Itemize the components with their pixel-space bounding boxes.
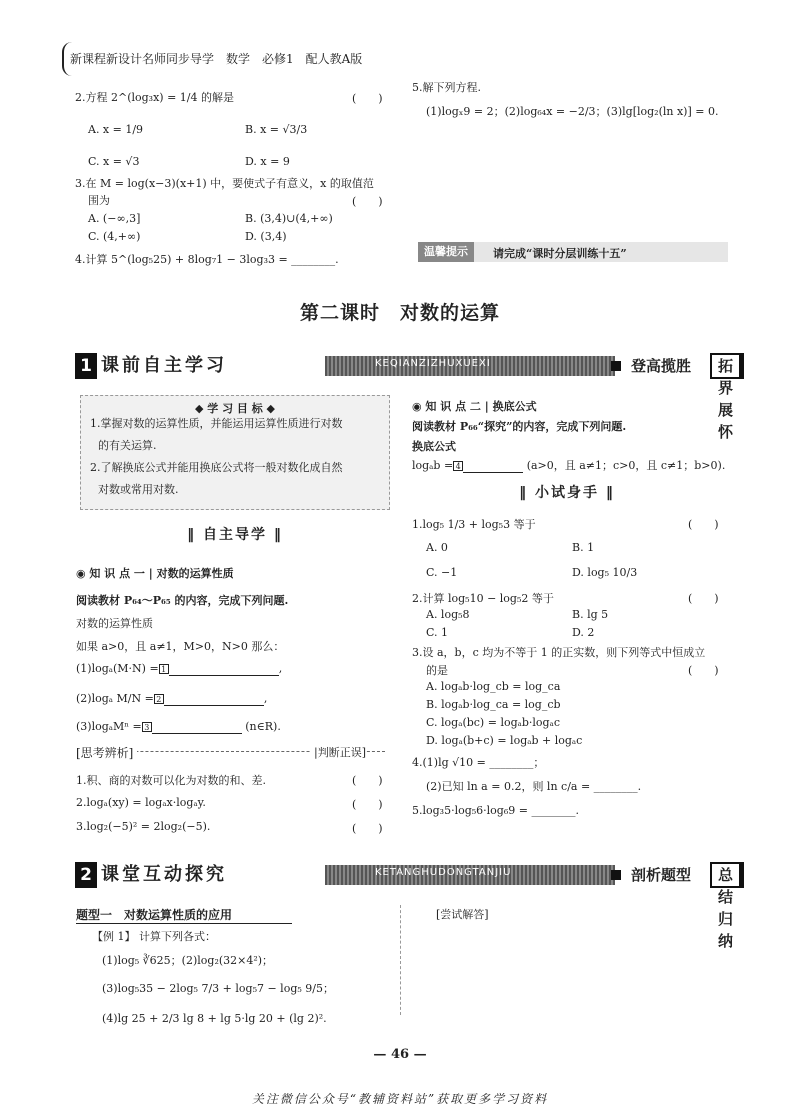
think-3: 3.log₂(−5)² = 2log₂(−5). — [76, 820, 211, 833]
goal-1: 1.掌握对数的运算性质，并能运用运算性质进行对数 — [90, 417, 343, 430]
banner-tag-boxed: 总结归纳 — [710, 862, 744, 888]
kp2-read: 阅读教材 P₆₆“探究”的内容，完成下列问题. — [412, 420, 627, 433]
example-1-part3: (4)lg 25 + 2/3 lg 8 + lg 5·lg 20 + (lg 2)². — [102, 1012, 327, 1025]
rule-3-condition: (n∈R). — [245, 720, 281, 733]
think-1: 1.积、商的对数可以化为对数的和、差. — [76, 774, 266, 787]
goal-1-cont: 的有关运算. — [98, 439, 157, 452]
rule-3-text: (3)logₐMⁿ = — [76, 720, 142, 733]
answer-paren: ( ) — [352, 92, 383, 105]
tip-label: 温馨提示 — [418, 242, 474, 262]
think-2: 2.logₐ(xy) = logₐx·logₐy. — [76, 796, 206, 809]
try-5: 5.log₃5·log₅6·log₆9 = ________. — [412, 804, 579, 817]
option-b: B. logₐb·log_ca = log_cb — [426, 698, 561, 711]
banner-square — [611, 361, 621, 371]
option-b: B. (3,4)∪(4,+∞) — [245, 212, 333, 225]
question-2: 2.方程 2^(log₃x) = 1/4 的解是 — [75, 91, 234, 104]
option-d: D. logₐ(b+c) = logₐb + logₐc — [426, 734, 583, 747]
option-a: A. log₅8 — [426, 608, 470, 621]
try-3-cont: 的是 — [426, 664, 448, 677]
option-b: B. lg 5 — [572, 608, 609, 621]
knowledge-point-2: ◉ 知 识 点 二 | 换底公式 — [412, 400, 537, 413]
question-5: 5.解下列方程. — [412, 81, 481, 94]
self-study-heading: ‖ 自主导学 ‖ — [187, 527, 283, 543]
banner-title: 课前自主学习 — [101, 355, 227, 376]
option-c: C. 1 — [426, 626, 449, 639]
option-d: D. (3,4) — [245, 230, 287, 243]
rule-1-text: (1)logₐ(M·N) = — [76, 662, 159, 675]
try-2: 2.计算 log₅10 − log₅2 等于 — [412, 592, 554, 605]
question-4: 4.计算 5^(log₅25) + 8log₇1 − 3log₃3 = ________. — [75, 253, 339, 266]
blank-number: 3 — [142, 722, 152, 732]
knowledge-point-1: ◉ 知 识 点 一 | 对数的运算性质 — [76, 567, 234, 580]
banner-pinyin: KEQIANZIZHUXUEXI — [375, 358, 491, 369]
tip-text: 请完成“课时分层训练十五” — [493, 247, 627, 260]
blank-number: 4 — [453, 461, 463, 471]
option-d: D. x = 9 — [245, 155, 290, 168]
answer-blank[interactable] — [169, 662, 279, 676]
answer-blank[interactable] — [152, 720, 242, 734]
blank-number: 2 — [154, 694, 164, 704]
kp1-read: 阅读教材 P₆₄～P₆₅ 的内容，完成下列问题. — [76, 594, 289, 607]
try-1: 1.log₅ 1/3 + log₅3 等于 — [412, 518, 536, 531]
option-a: A. 0 — [426, 541, 448, 554]
answer-paren: ( ) — [352, 195, 383, 208]
option-a: A. (−∞,3] — [88, 212, 141, 225]
answer-paren: ( ) — [352, 822, 383, 835]
answer-paren: ( ) — [688, 664, 719, 677]
formula-text: logₐb = — [412, 459, 454, 472]
option-d: D. log₅ 10/3 — [572, 566, 638, 579]
page-header: 新课程新设计名师同步导学 数学 必修1 配人教A版 — [70, 52, 363, 66]
kp2-subtitle: 换底公式 — [412, 440, 456, 453]
rule-1: (1)logₐ(M·N) = 1 , — [76, 662, 283, 675]
try-heading: ‖ 小试身手 ‖ — [519, 485, 615, 501]
lesson-title: 第二课时 对数的运算 — [299, 302, 500, 324]
banner-tag: 剖析题型 — [631, 866, 692, 884]
option-b: B. 1 — [572, 541, 595, 554]
example-1-part2: (3)log₅35 − 2log₅ 7/3 + log₅7 − log₅ 9/5； — [102, 982, 334, 995]
answer-blank[interactable] — [463, 459, 523, 473]
banner-title: 课堂互动探究 — [101, 864, 227, 885]
think-judge: |判断正误] — [310, 744, 366, 760]
option-b: B. x = √3/3 — [245, 123, 308, 136]
example-1: 【例 1】 计算下列各式： — [92, 930, 216, 943]
banner-tag-boxed: 拓界展怀 — [710, 353, 744, 379]
answer-paren: ( ) — [352, 798, 383, 811]
option-c: C. −1 — [426, 566, 458, 579]
question-5-body: (1)logₓ9 = 2；(2)log₆₄x = −2/3；(3)lg[log₂(ln x)] = 0. — [426, 105, 719, 118]
question-3-cont: 围为 — [88, 194, 110, 207]
try-4-part1: 4.(1)lg √10 = ________； — [412, 756, 545, 769]
answer-paren: ( ) — [688, 518, 719, 531]
example-1-part1: (1)log₅ ∛625；(2)log₂(32×4²)； — [102, 954, 274, 967]
page-number: — 46 — — [373, 1047, 427, 1062]
answer-paren: ( ) — [352, 774, 383, 787]
goal-2: 2.了解换底公式并能用换底公式将一般对数化成自然 — [90, 461, 343, 474]
attempt-heading: [尝试解答] — [436, 908, 489, 921]
option-c: C. (4,+∞) — [88, 230, 141, 243]
rule-2-text: (2)logₐ M/N = — [76, 692, 154, 705]
banner-square — [611, 870, 621, 880]
tip-bar — [418, 242, 728, 262]
answer-paren: ( ) — [688, 592, 719, 605]
banner-number: 2 — [75, 862, 97, 888]
option-c: C. logₐ(bc) = logₐb·logₐc — [426, 716, 560, 729]
kp1-condition: 如果 a>0，且 a≠1，M>0，N>0 那么： — [76, 640, 285, 653]
formula-condition: (a>0，且 a≠1；c>0，且 c≠1；b>0). — [526, 459, 726, 472]
blank-number: 1 — [159, 664, 169, 674]
change-of-base — [412, 457, 725, 473]
type-1-title: 题型一 对数运算性质的应用 — [76, 906, 292, 924]
banner-number: 1 — [75, 353, 97, 379]
rule-3 — [76, 720, 281, 734]
kp1-subtitle: 对数的运算性质 — [76, 617, 153, 630]
goal-2-cont: 对数或常用对数. — [98, 483, 179, 496]
banner-tag: 登高揽胜 — [631, 357, 692, 375]
answer-blank[interactable] — [164, 692, 264, 706]
think-heading: [思考辨析] — [76, 744, 137, 761]
option-c: C. x = √3 — [88, 155, 140, 168]
rule-2: (2)logₐ M/N = 2 , — [76, 692, 268, 705]
banner-pinyin: KETANGHUDONGTANJIU — [375, 867, 512, 878]
option-a: A. x = 1/9 — [88, 123, 144, 136]
question-3: 3.在 M = log(x−3)(x+1) 中，要使式子有意义，x 的取值范 — [75, 177, 374, 190]
option-a: A. logₐb·log_cb = log_ca — [426, 680, 561, 693]
column-divider — [400, 905, 401, 1015]
footer-note: 关注微信公众号“教辅资料站”获取更多学习资料 — [251, 1092, 549, 1106]
option-d: D. 2 — [572, 626, 595, 639]
try-4-part2: (2)已知 ln a = 0.2，则 ln c/a = ________. — [426, 780, 642, 793]
try-3: 3.设 a，b，c 均为不等于 1 的正实数，则下列等式中恒成立 — [412, 646, 706, 659]
learning-goals-heading: ◆ 学 习 目 标 ◆ — [194, 402, 276, 415]
